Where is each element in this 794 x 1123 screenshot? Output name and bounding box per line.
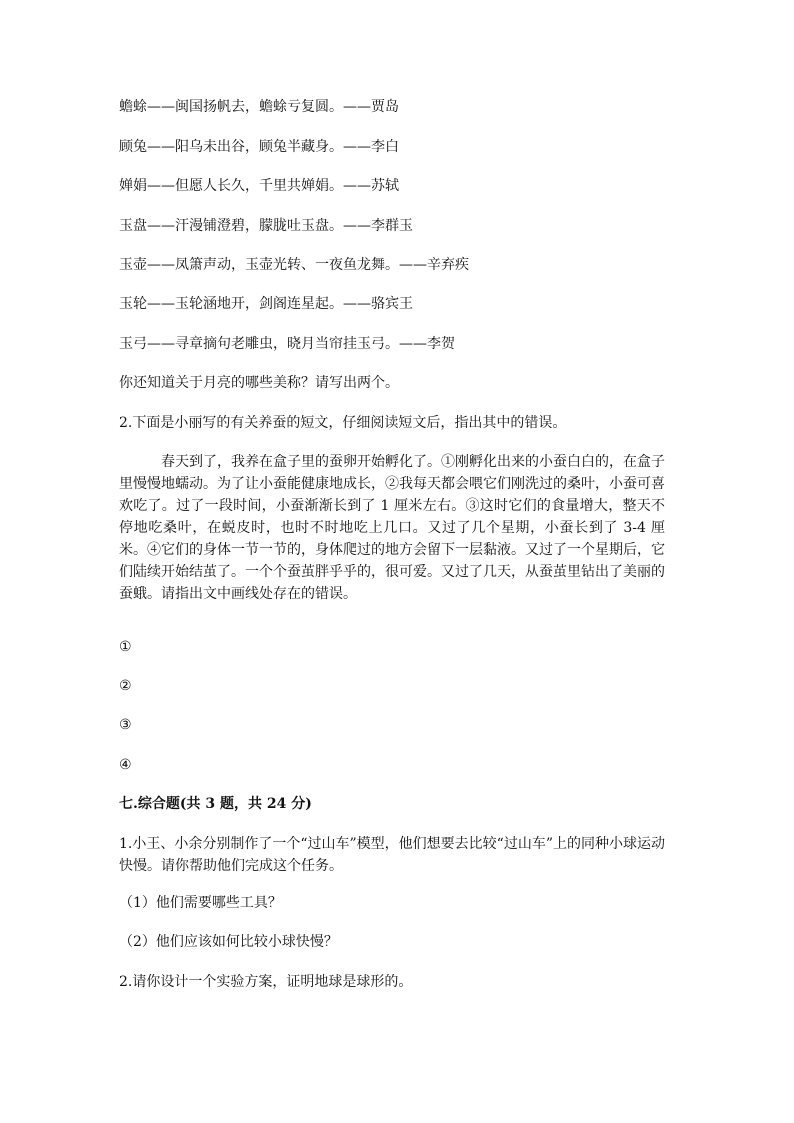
section7-q1-sub2: （2）他们应该如何比较小球快慢？ [119, 934, 338, 950]
section7-q2: 2.请你设计一个实验方案，证明地球是球形的。 [119, 974, 413, 990]
moon-name-line-1: 蟾蜍——闽国扬帆去，蟾蜍亏复圆。——贾岛 [119, 99, 399, 115]
silkworm-passage: 春天到了，我养在盒子里的蚕卵开始孵化了。①刚孵化出来的小蚕白白的，在盒子里慢慢地蠕动。为了让小蚕能健康地成长，②我每天都会喂它们刚洗过的桑叶，小蚕可喜欢吃了。过了一段时间，小蚕渐渐长到了 1 厘米左右。③这时它们的食量增大，整天不停地吃桑叶，在蜕皮时，也时不时地吃上几口。又过了几个星期，小蚕长到了 3-4 厘米。④它们的身体一节一节的，身体爬过的地方会留下一层黏液。又过了一个星期后，它们陆续开始结茧了。一个个蚕茧胖乎乎的，很可爱。又过了几天，从蚕茧里钻出了美丽的蚕蛾。请指出文中画线处存在的错误。 [119, 454, 665, 602]
moon-name-line-3: 婵娟——但愿人长久，千里共婵娟。——苏轼 [119, 178, 399, 194]
answer-blank-2: ② [119, 678, 132, 694]
moon-name-line-5: 玉壶——凤箫声动，玉壶光转、一夜鱼龙舞。——辛弃疾 [119, 257, 469, 273]
moon-question: 你还知道关于月亮的哪些美称？请写出两个。 [119, 375, 399, 391]
section7-heading: 七.综合题(共 3 题，共 24 分) [119, 796, 312, 812]
moon-name-line-7: 玉弓——寻章摘句老雕虫，晓月当帘挂玉弓。——李贺 [119, 336, 455, 352]
q2-title: 2.下面是小丽写的有关养蚕的短文，仔细阅读短文后，指出其中的错误。 [119, 415, 567, 431]
answer-blank-3: ③ [119, 717, 132, 733]
section7-q1: 1.小王、小余分别制作了一个“过山车”模型，他们想要去比较“过山车”上的同种小球运动快慢。请你帮助他们完成这个任务。 [119, 836, 665, 874]
answer-blank-4: ④ [119, 757, 132, 773]
moon-name-line-6: 玉轮——玉轮涵地开，剑阁连星起。——骆宾王 [119, 296, 413, 312]
moon-name-line-2: 顾兔——阳乌未出谷，顾兔半藏身。——李白 [119, 139, 399, 155]
section7-q1-sub1: （1）他们需要哪些工具？ [119, 895, 282, 911]
answer-blank-1: ① [119, 639, 132, 655]
moon-name-line-4: 玉盘——汗漫铺澄碧，朦胧吐玉盘。——李群玉 [119, 218, 413, 234]
